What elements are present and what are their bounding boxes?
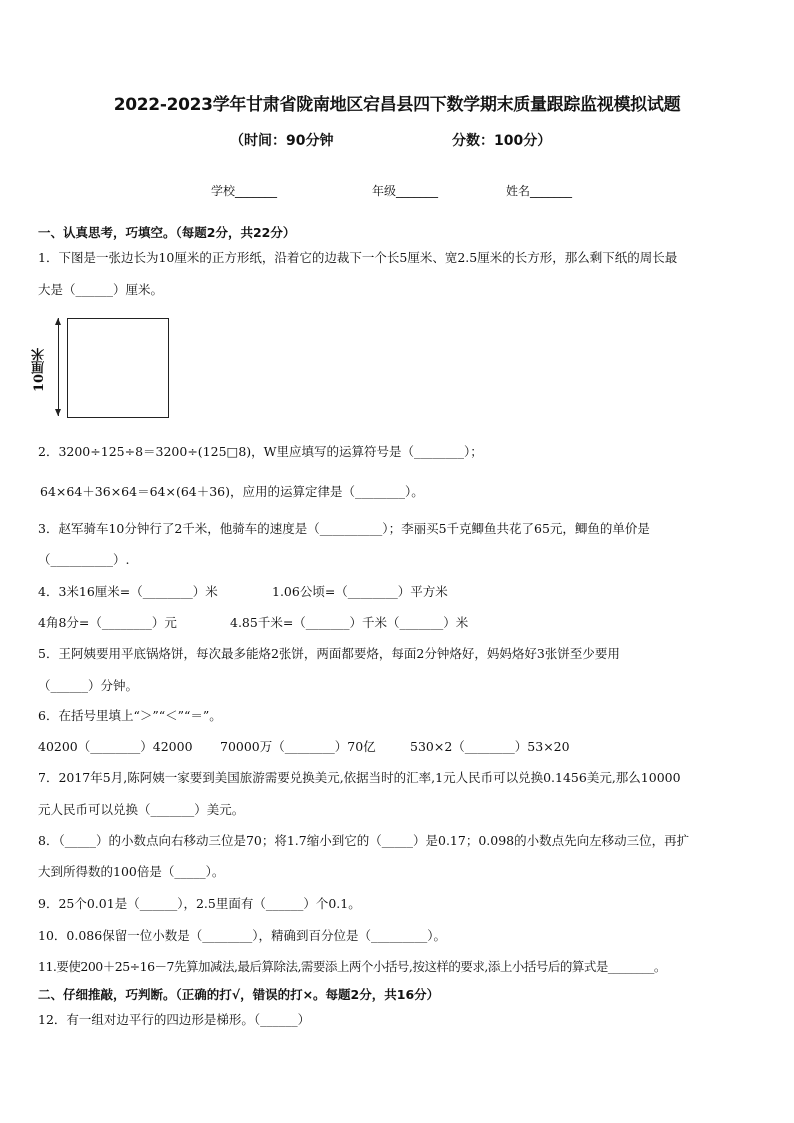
- question-6-line-1: 6．在括号里填上“＞”“＜”“＝”。: [38, 708, 222, 723]
- question-4-a: 4．3米16厘米=（________）米: [38, 584, 218, 599]
- question-6-b: 70000万（________）70亿: [220, 739, 376, 754]
- question-4-c: 4角8分=（________）元: [38, 615, 177, 630]
- question-12: 12．有一组对边平行的四边形是梯形。（______）: [38, 1012, 311, 1027]
- question-4-d: 4.85千米=（_______）千米（_______）米: [230, 615, 469, 630]
- question-2-line-1: 2．3200÷125÷8＝3200÷(125□8)，W里应填写的运算符号是（________）；: [38, 444, 483, 459]
- dimension-arrow: [58, 318, 59, 416]
- question-8-line-1: 8．（_____）的小数点向右移动三位是70；将1.7缩小到它的（_____）是0.17；0.098的小数点先向左移动三位，再扩: [38, 833, 690, 848]
- question-3-line-2: （__________）.: [38, 552, 130, 567]
- question-7-line-2: 元人民币可以兑换（_______）美元。: [38, 802, 245, 817]
- exam-time: （时间：90分钟: [230, 133, 334, 149]
- question-10: 10．0.086保留一位小数是（________），精确到百分位是（_________）。: [38, 928, 446, 943]
- section-2-heading: 二、仔细推敲，巧判断。（正确的打√，错误的打×。每题2分，共16分）: [38, 987, 440, 1002]
- question-2-line-2: 64×64＋36×64＝64×(64＋36)，应用的运算定律是（________）。: [40, 484, 424, 499]
- question-1-line-1: 1．下图是一张边长为10厘米的正方形纸，沿着它的边裁下一个长5厘米、宽2.5厘米的长方形，那么剩下纸的周长最: [38, 250, 678, 265]
- question-5-line-1: 5．王阿姨要用平底锅烙饼，每次最多能烙2张饼，两面都要烙，每面2分钟烙好，妈妈烙好3张饼至少要用: [38, 646, 620, 661]
- question-9: 9．25个0.01是（______），2.5里面有（______）个0.1。: [38, 896, 361, 911]
- figure-label: 10厘米: [32, 347, 47, 393]
- question-5-line-2: （______）分钟。: [38, 678, 139, 693]
- grade-field[interactable]: 年级_______: [372, 184, 439, 198]
- question-1-line-2: 大是（______）厘米。: [38, 282, 164, 297]
- question-6-c: 530×2（________）53×20: [410, 739, 570, 754]
- question-7-line-1: 7．2017年5月,陈阿姨一家要到美国旅游需要兑换美元,依据当时的汇率,1元人民币可以兑换0.1456美元,那么10000: [38, 770, 681, 785]
- question-4-b: 1.06公顷=（________）平方米: [272, 584, 448, 599]
- page-title: 2022-2023学年甘肃省陇南地区宕昌县四下数学期末质量跟踪监视模拟试题: [113, 95, 681, 115]
- question-11: 11.要使200＋25÷16－7先算加减法,最后算除法,需要添上两个小括号,按这样的要求,添上小括号后的算式是________。: [38, 959, 666, 974]
- name-field[interactable]: 姓名_______: [506, 184, 573, 198]
- question-3-line-1: 3．赵军骑车10分钟行了2千米，他骑车的速度是（__________）；李丽买5千克鲫鱼共花了65元，鲫鱼的单价是: [38, 521, 650, 536]
- section-1-heading: 一、认真思考，巧填空。（每题2分，共22分）: [38, 225, 296, 240]
- exam-score: 分数：100分）: [452, 133, 552, 149]
- school-field[interactable]: 学校_______: [211, 184, 278, 198]
- question-6-a: 40200（________）42000: [38, 739, 193, 754]
- question-8-line-2: 大到所得数的100倍是（_____）。: [38, 864, 225, 879]
- square-shape: [67, 318, 169, 418]
